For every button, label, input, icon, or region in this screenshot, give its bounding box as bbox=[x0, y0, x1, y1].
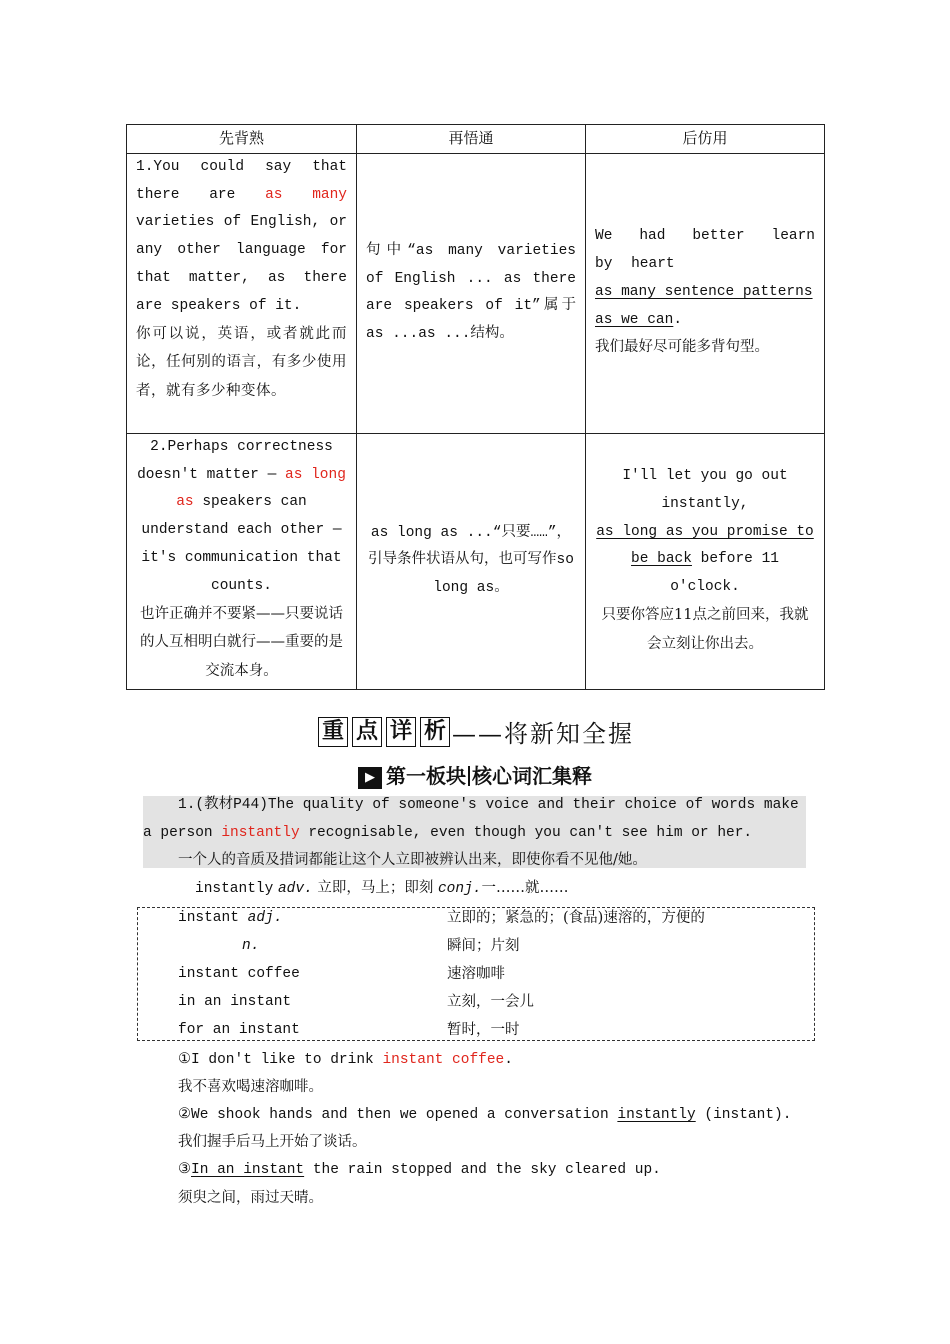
highlight-instantly: instantly bbox=[221, 825, 300, 841]
vocab-item: instant coffee bbox=[178, 966, 300, 982]
example-line-1: 1.(教材P44)The quality of someone's voice and their choice of words make bbox=[178, 797, 799, 813]
header-understand: 再悟通 bbox=[357, 125, 586, 154]
exercise-2: ②We shook hands and then we opened a conversation instantly (instant). bbox=[178, 1107, 792, 1123]
row1-imitation-cell: We had better learn by heart as many sentence patterns as we can. 我们最好尽可能多背句型。 bbox=[586, 153, 825, 433]
sentence-pattern-table bbox=[126, 124, 825, 690]
exercise-3: ③In an instant the rain stopped and the sky cleared up. bbox=[178, 1162, 661, 1178]
divider bbox=[468, 766, 470, 786]
row1-explanation-cell: 句中“as many varieties of English ... as there are speakers of it”属于as ...as ...结构。 bbox=[357, 153, 586, 433]
block-topic: 核心词汇集释 bbox=[472, 764, 592, 788]
heading-subtitle: ——将新知全握 bbox=[452, 720, 634, 748]
blank-answer: instantly bbox=[617, 1107, 696, 1123]
exercise-3-translation: 须臾之间，雨过天晴。 bbox=[178, 1190, 323, 1206]
word-definition: instantly adv. 立即，马上；即刻 conj.一……就…… bbox=[195, 880, 569, 897]
exercise-1-translation: 我不喜欢喝速溶咖啡。 bbox=[178, 1079, 323, 1095]
exercise-1: ①I don't like to drink instant coffee. bbox=[178, 1052, 513, 1068]
highlight-as-long-as: as long as bbox=[176, 466, 346, 511]
vocab-meaning: 立即的；紧急的；(食品)速溶的，方便的 bbox=[447, 910, 705, 926]
row1-translation: 你可以说，英语，或者就此而论，任何别的语言，有多少使用者，就有多少种变体。 bbox=[136, 325, 347, 400]
row2-sentence-cell: 2.Perhaps correctness doesn't matter — as long as speakers can understand each other — it's communication that counts. 也许正确并不要紧——只要说话的人互相明白就行——重要的是交流本身。 bbox=[127, 433, 357, 689]
row2-explanation-cell: as long as ...“只要……”，引导条件状语从句，也可写作so long as。 bbox=[357, 433, 586, 689]
header-memorize: 先背熟 bbox=[127, 125, 357, 154]
vocab-item: for an instant bbox=[178, 1022, 300, 1038]
example-translation: 一个人的音质及措词都能让这个人立即被辨认出来，即使你看不见他/她。 bbox=[178, 852, 647, 868]
table-header-row bbox=[127, 125, 825, 154]
vocab-meaning: 立刻，一会儿 bbox=[447, 994, 534, 1010]
section-heading bbox=[0, 714, 950, 749]
blank-answer: as long as you promise to bbox=[596, 523, 814, 540]
row2-imitation-cell: I'll let you go out instantly, as long as you promise to be back before 11 o'clock. 只要你答应11点之前回来，我就会立刻让你出去。 bbox=[586, 433, 825, 689]
vocab-meaning: 暂时，一时 bbox=[447, 1022, 520, 1038]
vocab-meaning: 速溶咖啡 bbox=[447, 966, 505, 982]
heading-box-char: 析 bbox=[420, 717, 450, 747]
exercise-2-translation: 我们握手后马上开始了谈话。 bbox=[178, 1134, 367, 1150]
highlight-as-many: as many bbox=[265, 186, 347, 203]
vocab-item: n. bbox=[242, 938, 260, 954]
vocab-meaning: 瞬间；片刻 bbox=[447, 938, 520, 954]
example-line-2: a person instantly recognisable, even though you can't see him or her. bbox=[143, 825, 753, 841]
answer-instant-coffee: instant coffee bbox=[382, 1052, 505, 1068]
table-row bbox=[127, 153, 825, 433]
blank-answer: be back bbox=[631, 551, 692, 568]
play-icon: ▶ bbox=[358, 767, 382, 789]
row1-imitation-translation: 我们最好尽可能多背句型。 bbox=[595, 339, 769, 356]
block-subheading bbox=[0, 760, 950, 789]
header-imitate: 后仿用 bbox=[586, 125, 825, 154]
heading-box-char: 点 bbox=[352, 717, 382, 747]
row2-imitation-translation: 只要你答应11点之前回来，我就会立刻让你出去。 bbox=[601, 607, 809, 652]
vocab-item: in an instant bbox=[178, 994, 292, 1010]
blank-answer: as many sentence patterns bbox=[595, 283, 813, 300]
row2-translation: 也许正确并不要紧——只要说话的人互相明白就行——重要的是交流本身。 bbox=[140, 605, 343, 680]
heading-box-char: 详 bbox=[386, 717, 416, 747]
block-title: 第一板块 bbox=[386, 764, 466, 788]
blank-answer: as we can bbox=[595, 311, 674, 328]
vocab-item: instant adj. bbox=[178, 910, 283, 926]
blank-answer: In an instant bbox=[191, 1162, 305, 1178]
row1-sentence-cell: 1.You could say that there are as many varieties of English, or any other language for that matter, as there are speakers of it. 你可以说，英语，或者就此而论，任何别的语言，有多少使用者，就有多少种变体。 bbox=[127, 153, 357, 433]
table-row bbox=[127, 433, 825, 689]
heading-box-char: 重 bbox=[318, 717, 348, 747]
